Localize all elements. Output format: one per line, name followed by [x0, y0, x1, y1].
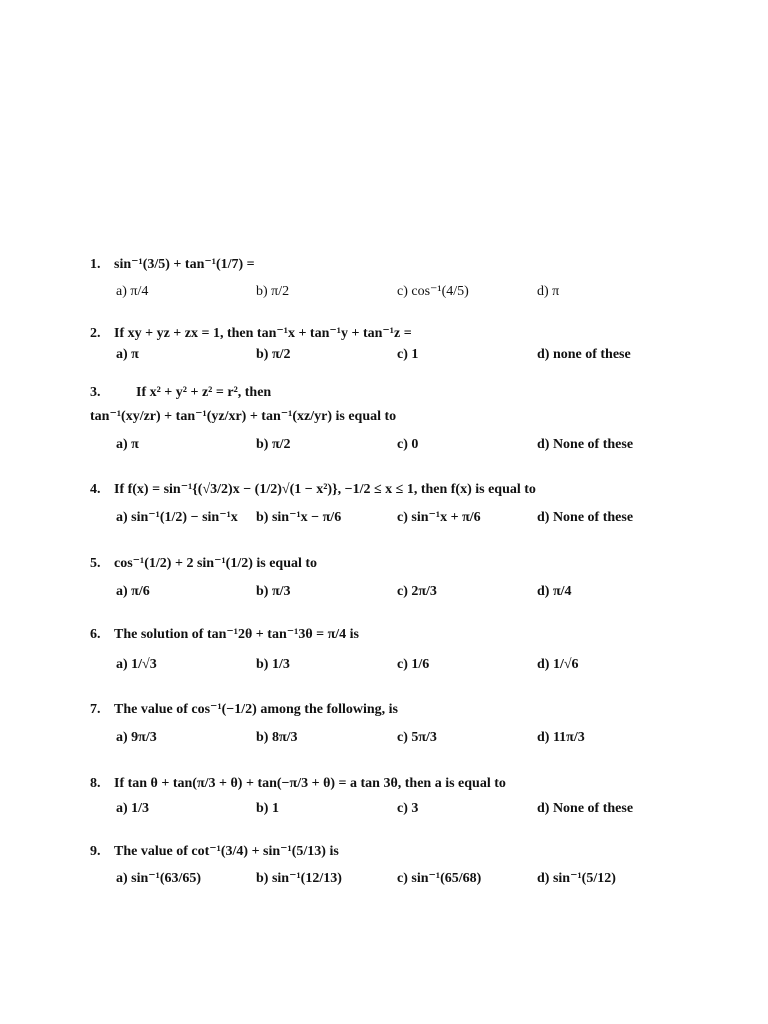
option-a: a) sin⁻¹(63/65) [116, 871, 202, 886]
option-a: a) sin⁻¹(1/2) − sin⁻¹x [116, 510, 238, 525]
question-number: 4. [90, 482, 101, 497]
option-b: b) 1 [256, 801, 279, 816]
option-b: b) π/3 [256, 584, 291, 599]
question-text: If x² + y² + z² = r², then [136, 385, 272, 400]
question-number: 8. [90, 776, 101, 791]
option-b: b) sin⁻¹x − π/6 [256, 510, 342, 525]
question-number: 1. [90, 257, 101, 272]
option-b: b) 8π/3 [256, 730, 298, 745]
option-d: d) none of these [537, 347, 631, 362]
question-number: 9. [90, 844, 101, 859]
question-text: sin⁻¹(3/5) + tan⁻¹(1/7) = [114, 257, 255, 272]
option-c: c) sin⁻¹x + π/6 [397, 510, 481, 525]
question-continuation: tan⁻¹(xy/zr) + tan⁻¹(yz/xr) + tan⁻¹(xz/yr) is equal to [90, 409, 397, 424]
option-b: b) 1/3 [256, 657, 290, 672]
option-c: c) 3 [397, 801, 419, 816]
option-c: c) sin⁻¹(65/68) [397, 871, 482, 886]
option-b: b) π/2 [256, 437, 291, 452]
option-d: d) π [537, 284, 560, 299]
option-a: a) 1/3 [116, 801, 150, 816]
option-d: d) π/4 [537, 584, 572, 599]
question-number: 2. [90, 326, 101, 341]
option-a: a) 1/√3 [116, 657, 157, 672]
question-number: 6. [90, 627, 101, 642]
option-c: c) 5π/3 [397, 730, 437, 745]
option-d: d) 11π/3 [537, 730, 585, 745]
option-c: c) 0 [397, 437, 419, 452]
option-a: a) π/6 [116, 584, 150, 599]
option-c: c) cos⁻¹(4/5) [397, 284, 469, 299]
question-text: If xy + yz + zx = 1, then tan⁻¹x + tan⁻¹y + tan⁻¹z = [114, 326, 412, 341]
question-text: The value of cot⁻¹(3/4) + sin⁻¹(5/13) is [114, 844, 339, 859]
option-d: d) 1/√6 [537, 657, 579, 672]
question-text: cos⁻¹(1/2) + 2 sin⁻¹(1/2) is equal to [114, 556, 318, 571]
question-text: The value of cos⁻¹(−1/2) among the following, is [114, 702, 399, 717]
question-text: If tan θ + tan(π/3 + θ) + tan(−π/3 + θ) = a tan 3θ, then a is equal to [114, 776, 506, 791]
option-a: a) π [116, 437, 139, 452]
option-d: d) sin⁻¹(5/12) [537, 871, 616, 886]
option-a: a) π/4 [116, 284, 149, 299]
option-c: c) 1/6 [397, 657, 430, 672]
option-b: b) sin⁻¹(12/13) [256, 871, 342, 886]
option-d: d) None of these [537, 437, 634, 452]
option-b: b) π/2 [256, 347, 291, 362]
option-a: a) π [116, 347, 139, 362]
question-number: 3. [90, 385, 101, 400]
question-number: 5. [90, 556, 101, 571]
option-d: d) None of these [537, 801, 634, 816]
option-c: c) 1 [397, 347, 419, 362]
option-b: b) π/2 [256, 284, 290, 299]
question-text: The solution of tan⁻¹2θ + tan⁻¹3θ = π/4 is [114, 627, 359, 642]
option-c: c) 2π/3 [397, 584, 437, 599]
question-number: 7. [90, 702, 101, 717]
question-text: If f(x) = sin⁻¹{(√3/2)x − (1/2)√(1 − x²)}, −1/2 ≤ x ≤ 1, then f(x) is equal to [114, 482, 536, 497]
option-d: d) None of these [537, 510, 634, 525]
option-a: a) 9π/3 [116, 730, 157, 745]
